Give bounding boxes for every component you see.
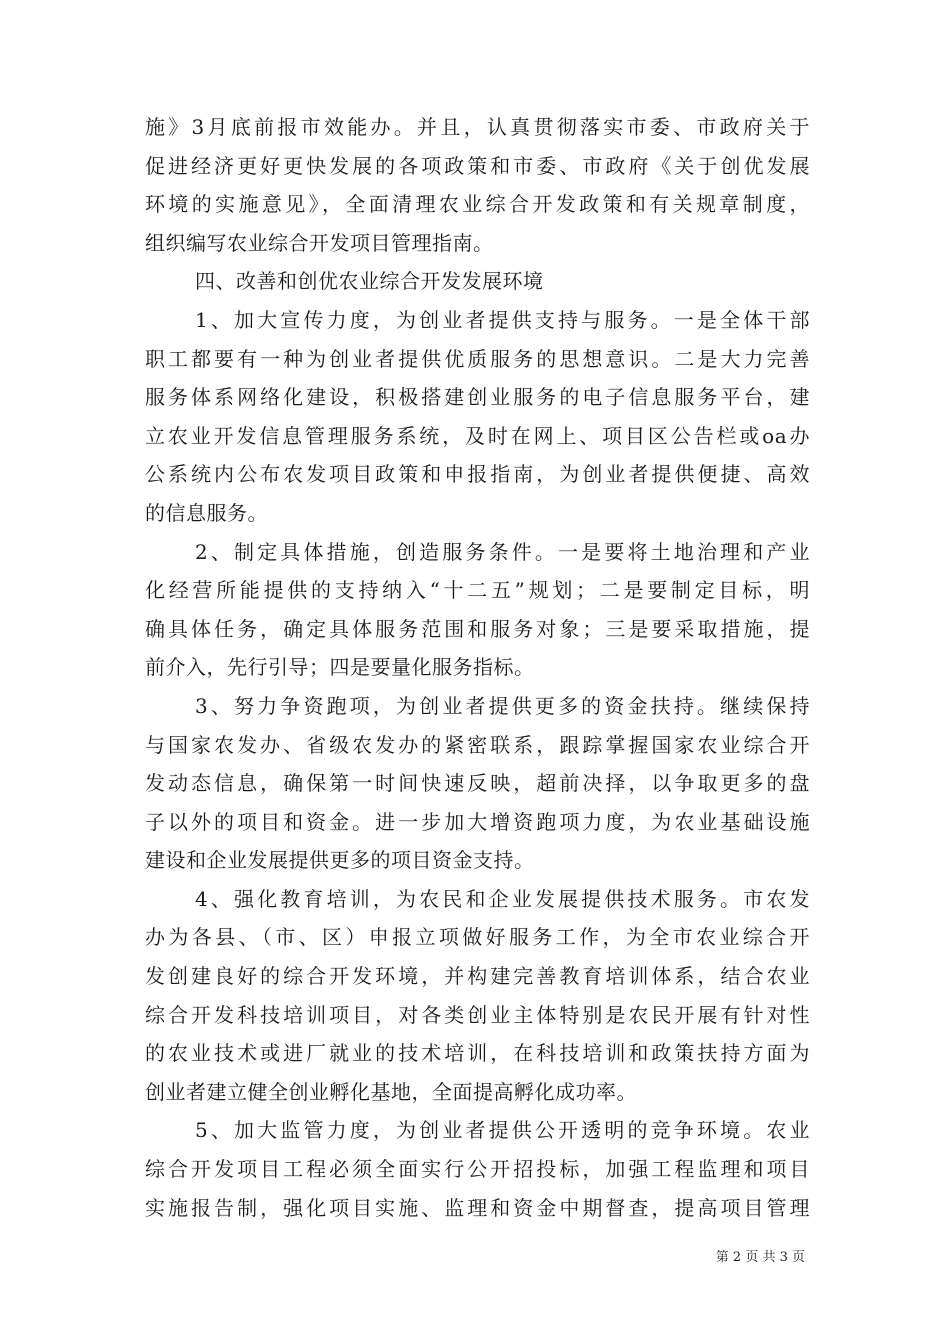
text-line: 发创建良好的综合开发环境，并构建完善教育培训体系，结合农业	[145, 964, 810, 989]
text-line: 前介入，先行引导；四是要量化服务指标。	[145, 655, 535, 680]
text-line: 办为各县、（市、区）申报立项做好服务工作，为全市农业综合开	[145, 925, 810, 950]
text-line: 的信息服务。	[145, 500, 268, 525]
text-line: 的农业技术或进厂就业的技术培训，在科技培训和政策扶持方面为	[145, 1041, 810, 1066]
text-line: 5、加大监管力度，为创业者提供公开透明的竞争环境。农业	[195, 1118, 810, 1143]
text-line: 化经营所能提供的支持纳入“十二五”规划；二是要制定目标，明	[145, 578, 810, 603]
text-line: 3、努力争资跑项，为创业者提供更多的资金扶持。继续保持	[195, 693, 810, 718]
text-line: 组织编写农业综合开发项目管理指南。	[145, 230, 494, 255]
page-number-footer: 第 2 页 共 3 页	[715, 1250, 805, 1265]
text-line: 子以外的项目和资金。进一步加大增资跑项力度，为农业基础设施	[145, 809, 810, 834]
body-text	[145, 108, 810, 1227]
text-line: 创业者建立健全创业孵化基地，全面提高孵化成功率。	[145, 1079, 637, 1104]
text-line: 与国家农发办、省级农发办的紧密联系，跟踪掌握国家农业综合开	[145, 732, 810, 757]
text-line: 发动态信息，确保第一时间快速反映，超前决择，以争取更多的盘	[145, 771, 810, 796]
text-line: 促进经济更好更快发展的各项政策和市委、市政府《关于创优发展	[145, 153, 810, 178]
text-line: 综合开发项目工程必须全面实行公开招投标，加强工程监理和项目	[145, 1157, 810, 1182]
text-line: 公系统内公布农发项目政策和申报指南，为创业者提供便捷、高效	[145, 462, 810, 487]
text-line: 4、强化教育培训，为农民和企业发展提供技术服务。市农发	[195, 886, 810, 911]
text-line: 1、加大宣传力度，为创业者提供支持与服务。一是全体干部	[195, 307, 810, 332]
text-line: 2、制定具体措施，创造服务条件。一是要将土地治理和产业	[195, 539, 810, 564]
text-line: 职工都要有一种为创业者提供优质服务的思想意识。二是大力完善	[145, 346, 810, 371]
text-line: 环境的实施意见》，全面清理农业综合开发政策和有关规章制度，	[145, 192, 810, 217]
section-heading: 四、改善和创优农业综合开发发展环境	[195, 269, 544, 294]
text-line: 施》3月底前报市效能办。并且，认真贯彻落实市委、市政府关于	[145, 115, 810, 139]
text-line: 立农业开发信息管理服务系统，及时在网上、项目区公告栏或oa办	[145, 423, 810, 448]
text-line: 综合开发科技培训项目，对各类创业主体特别是农民开展有针对性	[145, 1002, 810, 1027]
text-line: 建设和企业发展提供更多的项目资金支持。	[145, 848, 535, 873]
text-line: 实施报告制，强化项目实施、监理和资金中期督查，提高项目管理	[145, 1195, 810, 1220]
text-line: 确具体任务，确定具体服务范围和服务对象；三是要采取措施，提	[145, 616, 810, 641]
text-line: 服务体系网络化建设，积极搭建创业服务的电子信息服务平台，建	[145, 385, 810, 410]
